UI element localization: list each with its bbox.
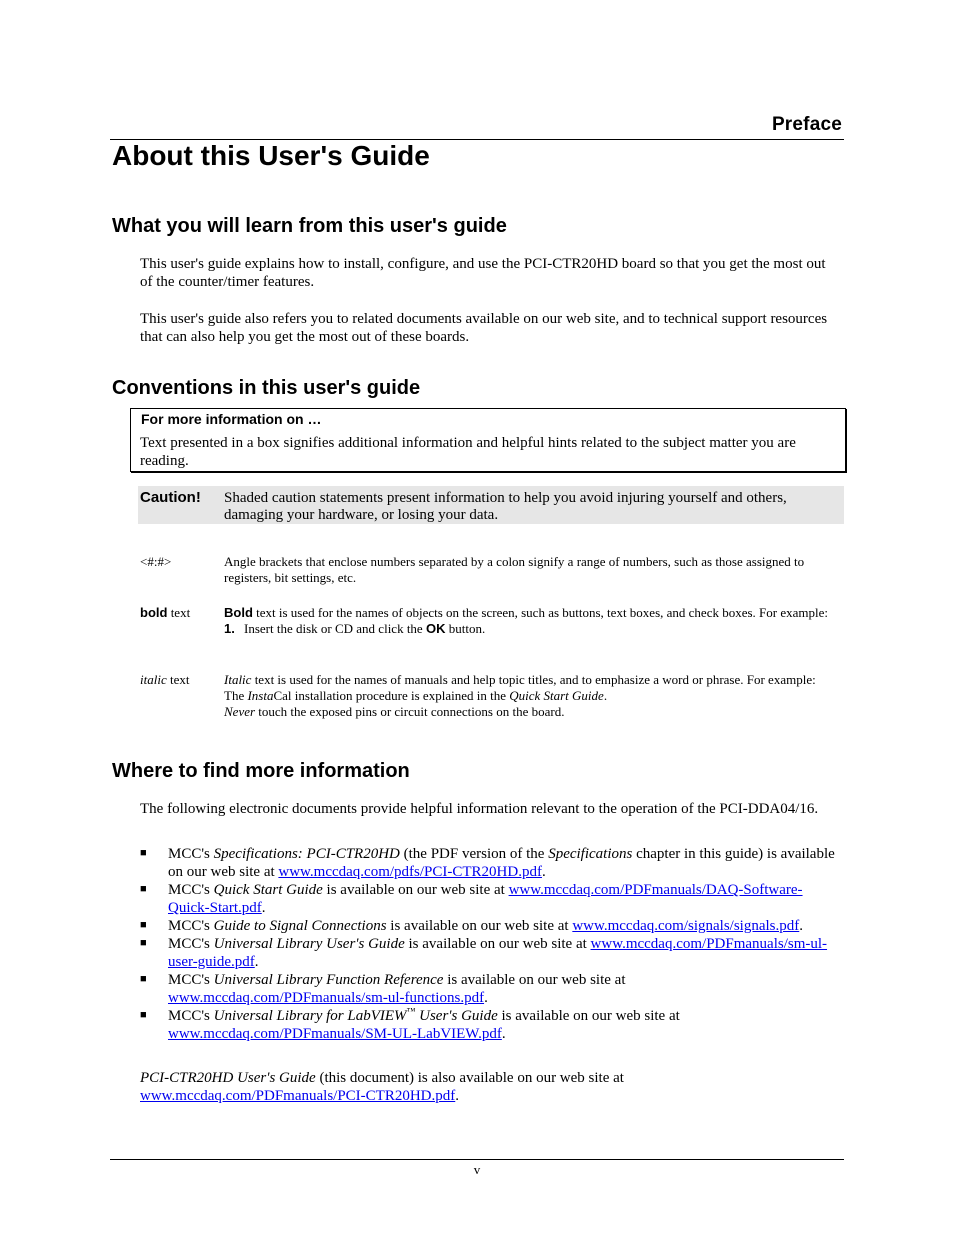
learn-paragraph-2: This user's guide also refers you to related documents available on our web site, and to technical support resources that can also help you get the most out of these boards. xyxy=(140,311,828,345)
convention-desc-italic xyxy=(224,672,842,720)
list-item xyxy=(140,935,840,971)
item-text: is available on our web site at xyxy=(386,918,573,934)
list-item xyxy=(140,971,840,1007)
item-italic: Quick Start Guide xyxy=(213,882,323,898)
info-box xyxy=(130,408,846,472)
desc-bold-word: Bold xyxy=(224,605,253,620)
convention-term-angle: <#:#> xyxy=(140,554,172,569)
square-bullet-icon: ■ xyxy=(140,847,147,859)
item-italic: Specifications xyxy=(548,846,633,862)
this-document-note xyxy=(140,1069,840,1105)
item-text: is available on our web site at xyxy=(322,882,509,898)
step-text-post: button. xyxy=(445,621,486,636)
square-bullet-icon: ■ xyxy=(140,919,147,931)
item-text: MCC's xyxy=(168,846,214,862)
section-heading-where: Where to find more information xyxy=(112,760,410,782)
trademark-symbol: ™ xyxy=(406,1006,416,1016)
info-box-text: Text presented in a box signifies additional information and helpful hints related to the subject matter you are reading. xyxy=(140,435,796,469)
this-doc-text: (this document) is also available on our web site at xyxy=(315,1070,624,1086)
term-italic-rest: text xyxy=(166,672,190,687)
ex1-post: . xyxy=(603,688,608,703)
quick-start-link[interactable]: www.mccdaq.com/PDFmanuals/DAQ-Software-Quick-Start.pdf xyxy=(168,882,803,916)
term-bold-rest: text xyxy=(167,605,191,620)
users-guide-link[interactable]: www.mccdaq.com/PDFmanuals/PCI-CTR20HD.pdf xyxy=(140,1088,456,1104)
item-italic: User's Guide xyxy=(415,1008,498,1024)
item-text: (the PDF version of the xyxy=(399,846,549,862)
italic-example-1 xyxy=(224,688,842,704)
section-heading-learn: What you will learn from this user's guide xyxy=(112,215,507,237)
signal-connections-link[interactable]: www.mccdaq.com/signals/signals.pdf xyxy=(572,918,800,934)
specifications-link[interactable]: www.mccdaq.com/pdfs/PCI-CTR20HD.pdf xyxy=(278,864,542,880)
desc-bold-rest: text is used for the names of objects on the screen, such as buttons, text boxes, and check boxes. For example: xyxy=(252,605,828,620)
ul-labview-link[interactable]: www.mccdaq.com/PDFmanuals/SM-UL-LabVIEW.pdf xyxy=(168,1026,502,1042)
desc-italic-rest: text is used for the names of manuals and help topic titles, and to emphasize a word or phrase. For example: xyxy=(251,672,816,687)
term-italic-word: italic xyxy=(140,672,167,687)
item-text: . xyxy=(799,918,803,934)
convention-term-italic xyxy=(140,672,189,688)
ex1-italic2: Quick Start Guide xyxy=(509,688,604,703)
item-text: . xyxy=(254,954,259,970)
step-text-pre: Insert the disk or CD and click the xyxy=(244,621,426,636)
square-bullet-icon: ■ xyxy=(140,973,147,985)
this-doc-text: . xyxy=(455,1088,459,1104)
item-text: is available on our web site at xyxy=(497,1008,680,1024)
info-box-title: For more information on … xyxy=(141,411,322,427)
item-text: MCC's xyxy=(168,882,214,898)
list-item xyxy=(140,1007,840,1043)
caution-label: Caution! xyxy=(140,489,201,506)
square-bullet-icon: ■ xyxy=(140,1009,147,1021)
item-text: chapter in this guide) is available on our web site at xyxy=(168,846,835,880)
step-ok-word: OK xyxy=(425,621,446,636)
caution-box xyxy=(138,486,844,524)
ul-user-guide-link[interactable]: www.mccdaq.com/PDFmanuals/sm-ul-user-guide.pdf xyxy=(168,936,828,970)
item-text: MCC's xyxy=(168,936,214,952)
item-italic: Guide to Signal Connections xyxy=(213,918,387,934)
item-text: . xyxy=(501,1026,506,1042)
learn-paragraph-1: This user's guide explains how to install, configure, and use the PCI-CTR20HD board so that you get the most out of the counter/timer features. xyxy=(140,256,826,290)
item-text: MCC's xyxy=(168,918,214,934)
item-italic: Specifications: PCI-CTR20HD xyxy=(213,846,400,862)
chapter-label: Preface xyxy=(771,114,842,135)
item-italic: Universal Library Function Reference xyxy=(213,972,444,988)
item-text: . xyxy=(261,900,266,916)
list-item xyxy=(140,881,840,917)
ex2-rest: touch the exposed pins or circuit connections on the board. xyxy=(255,704,565,719)
caution-text: Shaded caution statements present information to help you avoid injuring yourself and others, damaging your hardware, or losing your data. xyxy=(224,490,787,523)
item-text: . xyxy=(484,990,488,1006)
item-text: MCC's xyxy=(168,1008,214,1024)
this-doc-title: PCI-CTR20HD User's Guide xyxy=(140,1070,316,1086)
bold-example-step xyxy=(224,621,842,637)
document-list xyxy=(140,845,840,1043)
italic-example-2 xyxy=(224,704,842,720)
ul-functions-link[interactable]: www.mccdaq.com/PDFmanuals/sm-ul-functions.pdf xyxy=(168,990,485,1006)
convention-desc-bold xyxy=(224,605,842,637)
ex2-italic: Never xyxy=(224,704,256,719)
term-bold-word: bold xyxy=(140,605,168,620)
square-bullet-icon: ■ xyxy=(140,937,147,949)
list-item xyxy=(140,917,840,935)
convention-desc-angle: Angle brackets that enclose numbers separated by a colon signify a range of numbers, such as those assigned to registers, bit settings, etc. xyxy=(224,554,805,585)
ex1-italic: Insta xyxy=(247,688,274,703)
page-number: v xyxy=(473,1162,481,1177)
item-text: MCC's xyxy=(168,972,214,988)
item-text: is available on our web site at xyxy=(404,936,591,952)
item-text: is available on our web site at xyxy=(443,972,626,988)
ex1-mid: Cal installation procedure is explained in the xyxy=(273,688,510,703)
ex1-pre: The xyxy=(224,688,248,703)
list-item xyxy=(140,845,840,881)
page-title: About this User's Guide xyxy=(112,140,430,171)
step-number: 1. xyxy=(224,621,235,636)
convention-term-bold xyxy=(140,605,190,621)
item-italic: Universal Library User's Guide xyxy=(213,936,405,952)
footer-rule xyxy=(110,1159,844,1160)
item-italic: Universal Library for LabVIEW xyxy=(213,1008,407,1024)
desc-italic-word: Italic xyxy=(224,672,252,687)
section-heading-conventions: Conventions in this user's guide xyxy=(112,377,421,399)
item-text: . xyxy=(541,864,546,880)
square-bullet-icon: ■ xyxy=(140,883,147,895)
where-intro: The following electronic documents provide helpful information relevant to the operation of the PCI-DDA04/16. xyxy=(140,801,819,817)
